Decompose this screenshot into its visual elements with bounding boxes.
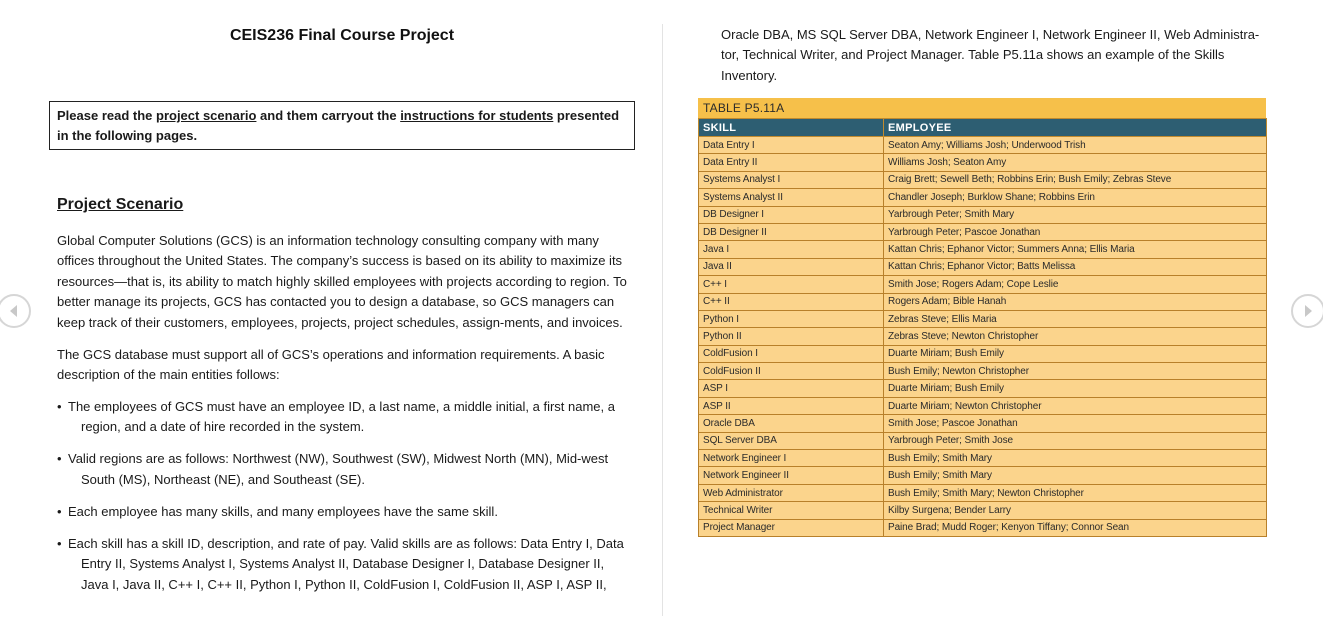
- continuation-paragraph: Oracle DBA, MS SQL Server DBA, Network Engineer I, Network Engineer II, Web Administra-tor, Technical Writer, and Project Manager. Table P5.11a shows an example of the Skills Inventory.: [721, 27, 1260, 83]
- bullet-text: Valid regions are as follows: Northwest (NW), Southwest (SW), Midwest North (MN), Mid-west South (MS), Northeast (NE), and Southeast (SE).: [68, 451, 609, 487]
- table-row: [699, 241, 1267, 258]
- notice-text-1: Please read the: [57, 108, 156, 123]
- right-page: [663, 0, 1323, 640]
- skills-table: [698, 118, 1267, 537]
- table-row: [699, 189, 1267, 206]
- employee-cell: Chandler Joseph; Burklow Shane; Robbins Erin: [884, 189, 1267, 206]
- table-row: [699, 310, 1267, 327]
- table-row: [699, 171, 1267, 188]
- employee-cell: Smith Jose; Rogers Adam; Cope Leslie: [884, 276, 1267, 293]
- notice-text-2: and them carryout the: [256, 108, 401, 123]
- employee-cell: Bush Emily; Newton Christopher: [884, 363, 1267, 380]
- skill-cell: ColdFusion II: [699, 363, 884, 380]
- skill-cell: ASP I: [699, 380, 884, 397]
- instructions-notice-box: [49, 101, 635, 150]
- employee-cell: Zebras Steve; Ellis Maria: [884, 310, 1267, 327]
- employee-cell: Duarte Miriam; Newton Christopher: [884, 397, 1267, 414]
- bullet-item: [57, 397, 632, 438]
- table-row: [699, 363, 1267, 380]
- employee-cell: Rogers Adam; Bible Hanah: [884, 293, 1267, 310]
- table-row: [699, 397, 1267, 414]
- document-title: CEIS236 Final Course Project: [229, 27, 455, 44]
- paragraph: The GCS database must support all of GCS’s operations and information requirements. A basic description of the main entities follows:: [57, 346, 605, 383]
- employee-cell: Duarte Miriam; Bush Emily: [884, 380, 1267, 397]
- table-row: [699, 154, 1267, 171]
- paragraph: Global Computer Solutions (GCS) is an information technology consulting company with many offices throughout the United States. The company’s success is based on its ability to maximize its resources—that is, its ability to match highly skilled employees with projects according to region. To better manage its projects, GCS has contacted you to design a database, so GCS managers can keep track of their customers, employees, projects, project schedules, assign-ments, and invoices.: [57, 233, 627, 330]
- skills-inventory-table: [698, 98, 1266, 537]
- skill-cell: DB Designer I: [699, 206, 884, 223]
- bullet-text: The employees of GCS must have an employee ID, a last name, a middle initial, a first name, a region, and a date of hire recorded in the system.: [68, 399, 615, 435]
- skill-cell: Data Entry II: [699, 154, 884, 171]
- employee-cell: Bush Emily; Smith Mary: [884, 467, 1267, 484]
- previous-page-button[interactable]: [0, 294, 31, 328]
- section-heading-project-scenario: Project Scenario: [57, 196, 184, 213]
- employee-cell: Zebras Steve; Newton Christopher: [884, 328, 1267, 345]
- skill-cell: ASP II: [699, 397, 884, 414]
- skill-cell: Network Engineer II: [699, 467, 884, 484]
- employee-cell: Yarbrough Peter; Pascoe Jonathan: [884, 223, 1267, 240]
- table-row: [699, 206, 1267, 223]
- table-row: [699, 223, 1267, 240]
- header-skill: SKILL: [699, 119, 884, 137]
- skill-cell: Python I: [699, 310, 884, 327]
- bullet-dot: •: [57, 535, 62, 551]
- employee-cell: Smith Jose; Pascoe Jonathan: [884, 415, 1267, 432]
- bullet-text: Each skill has a skill ID, description, and rate of pay. Valid skills are as follows: Data Entry I, Data Entry II, Systems Analyst I, Systems Analyst II, Database Designer I, Database Designer II, Java I, Java II, C++ I, C++ II, Python I, Python II, ColdFusion I, ColdFusion II, ASP I, ASP II,: [68, 535, 624, 592]
- table-row: [699, 415, 1267, 432]
- table-row: [699, 432, 1267, 449]
- table-row: [699, 467, 1267, 484]
- bullet-dot: •: [57, 451, 62, 467]
- employee-cell: Bush Emily; Smith Mary: [884, 450, 1267, 467]
- table-row: [699, 484, 1267, 501]
- skill-cell: C++ I: [699, 276, 884, 293]
- skill-cell: Systems Analyst I: [699, 171, 884, 188]
- employee-cell: Yarbrough Peter; Smith Jose: [884, 432, 1267, 449]
- skill-cell: Network Engineer I: [699, 450, 884, 467]
- table-row: [699, 450, 1267, 467]
- skill-cell: Project Manager: [699, 519, 884, 536]
- scenario-body: [57, 231, 632, 607]
- project-scenario-link[interactable]: project scenario: [156, 108, 257, 123]
- employee-cell: Yarbrough Peter; Smith Mary: [884, 206, 1267, 223]
- skill-cell: ColdFusion I: [699, 345, 884, 362]
- employee-cell: Duarte Miriam; Bush Emily: [884, 345, 1267, 362]
- employee-cell: Williams Josh; Seaton Amy: [884, 154, 1267, 171]
- skill-cell: Web Administrator: [699, 484, 884, 501]
- skill-cell: Systems Analyst II: [699, 189, 884, 206]
- table-row: [699, 293, 1267, 310]
- table-row: [699, 502, 1267, 519]
- skill-cell: Java I: [699, 241, 884, 258]
- table-row: [699, 276, 1267, 293]
- bullet-item: [57, 502, 632, 522]
- employee-cell: Craig Brett; Sewell Beth; Robbins Erin; Bush Emily; Zebras Steve: [884, 171, 1267, 188]
- skill-cell: Java II: [699, 258, 884, 275]
- bullet-text: Each employee has many skills, and many employees have the same skill.: [68, 503, 498, 519]
- next-page-button[interactable]: [1291, 294, 1323, 328]
- employee-cell: Seaton Amy; Williams Josh; Underwood Trish: [884, 137, 1267, 154]
- skill-cell: SQL Server DBA: [699, 432, 884, 449]
- bullet-item: [57, 449, 632, 490]
- employee-cell: Paine Brad; Mudd Roger; Kenyon Tiffany; Connor Sean: [884, 519, 1267, 536]
- skill-cell: Technical Writer: [699, 502, 884, 519]
- bullet-dot: •: [57, 503, 62, 519]
- employee-cell: Kattan Chris; Ephanor Victor; Summers Anna; Ellis Maria: [884, 241, 1267, 258]
- skill-cell: Python II: [699, 328, 884, 345]
- skill-cell: Oracle DBA: [699, 415, 884, 432]
- notice-text-3: presented in the following pages.: [57, 108, 620, 143]
- bullet-dot: •: [57, 399, 62, 415]
- table-row: [699, 380, 1267, 397]
- header-employee: EMPLOYEE: [884, 119, 1267, 137]
- chevron-right-icon: [1293, 296, 1323, 326]
- table-row: [699, 137, 1267, 154]
- table-row: [699, 258, 1267, 275]
- skill-cell: Data Entry I: [699, 137, 884, 154]
- table-row: [699, 328, 1267, 345]
- table-caption: TABLE P5.11A: [698, 98, 1266, 118]
- employee-cell: Kilby Surgena; Bender Larry: [884, 502, 1267, 519]
- employee-cell: Kattan Chris; Ephanor Victor; Batts Melissa: [884, 258, 1267, 275]
- table-row: [699, 345, 1267, 362]
- skill-cell: C++ II: [699, 293, 884, 310]
- table-header-row: [699, 119, 1267, 137]
- table-row: [699, 519, 1267, 536]
- chevron-left-icon: [0, 296, 29, 326]
- skill-cell: DB Designer II: [699, 223, 884, 240]
- bullet-item: [57, 534, 632, 595]
- employee-cell: Bush Emily; Smith Mary; Newton Christopher: [884, 484, 1267, 501]
- instructions-link[interactable]: instructions for students: [400, 108, 554, 123]
